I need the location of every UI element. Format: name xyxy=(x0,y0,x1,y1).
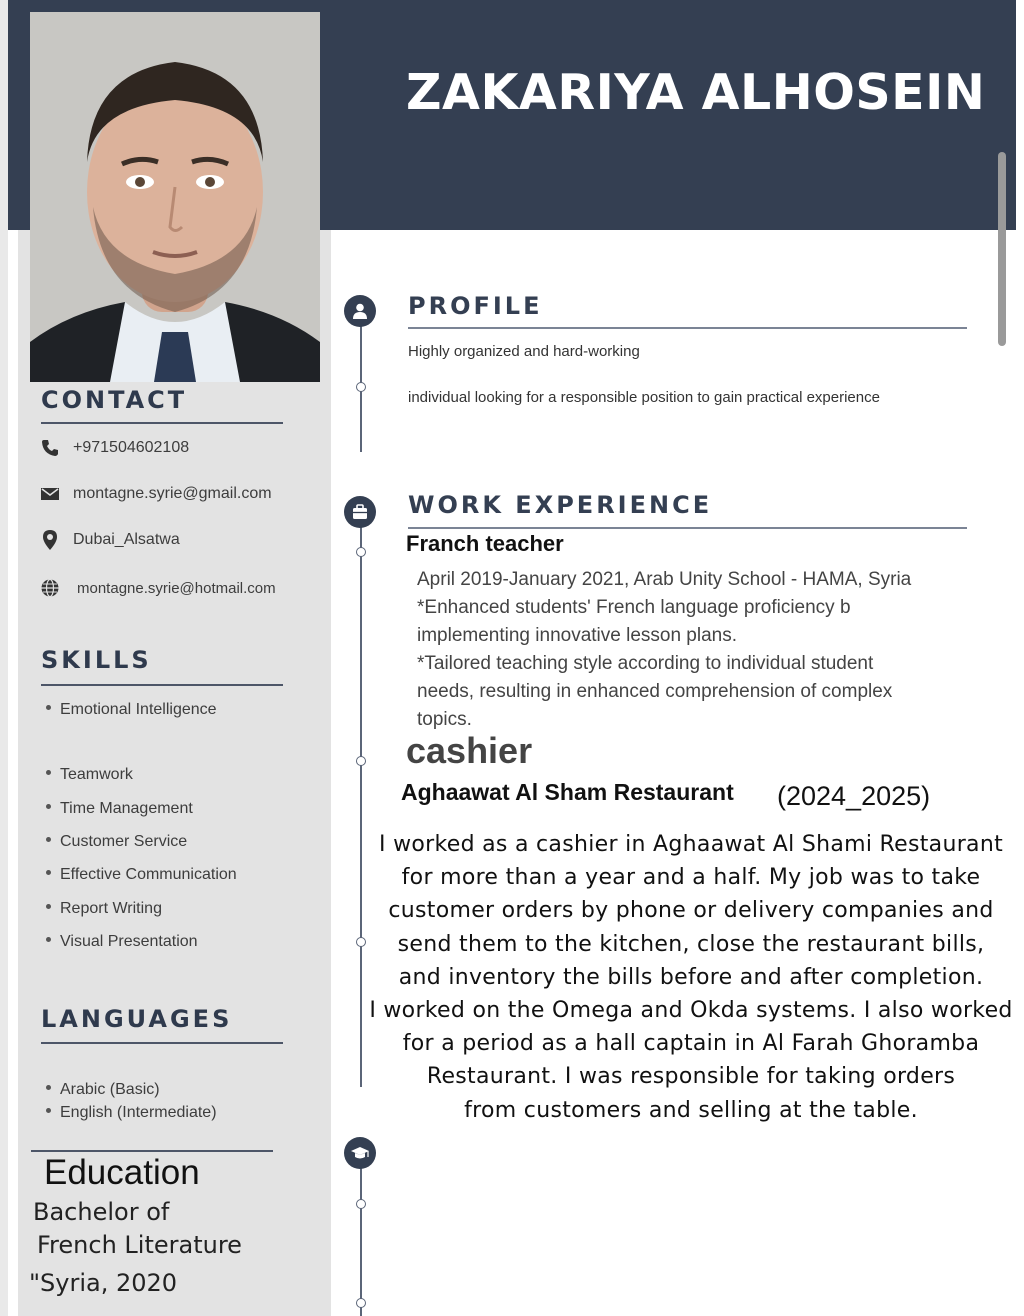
profile-divider xyxy=(408,327,967,329)
page-edge xyxy=(0,0,8,1316)
profile-line-2: individual looking for a responsible position to gain practical experience xyxy=(408,389,880,406)
skill-item: Teamwork xyxy=(46,766,133,784)
mail-icon xyxy=(40,484,60,504)
job2-title: cashier xyxy=(406,730,533,771)
language-item: English (Intermediate) xyxy=(46,1104,217,1122)
contact-website-text: montagne.syrie@hotmail.com xyxy=(77,579,276,597)
job2-desc-line: and inventory the bills before and after completion. xyxy=(398,964,984,990)
job2-desc-line: I worked as a cashier in Aghaawat Al Shami Restaurant xyxy=(379,832,1003,857)
timeline-dot xyxy=(356,756,366,766)
skill-item: Effective Communication xyxy=(46,866,237,884)
contact-location xyxy=(40,528,180,552)
work-node xyxy=(344,496,376,528)
contact-phone-text: +971504602108 xyxy=(73,439,190,456)
work-heading: WORK EXPERIENCE xyxy=(408,491,713,519)
briefcase-icon xyxy=(351,503,369,521)
contact-website[interactable] xyxy=(40,576,276,600)
languages-heading: LANGUAGES xyxy=(41,1005,233,1033)
contact-email-text: montagne.syrie@gmail.com xyxy=(73,485,272,502)
person-icon xyxy=(351,302,369,320)
timeline-dot xyxy=(356,1199,366,1209)
skill-item: Emotional Intelligence xyxy=(46,701,217,719)
profile-photo xyxy=(30,12,320,382)
skill-item: Customer Service xyxy=(46,833,187,851)
contact-phone[interactable] xyxy=(40,436,189,460)
languages-divider xyxy=(41,1042,283,1044)
skill-item: Time Management xyxy=(46,800,193,818)
job2-desc-line: Restaurant. I was responsible for taking orders xyxy=(426,1064,956,1090)
education-degree-line3: "Syria, 2020 xyxy=(29,1269,178,1297)
job2-years: (2024_2025) xyxy=(777,781,931,811)
phone-icon xyxy=(40,438,60,458)
job1-line: implementing innovative lesson plans. xyxy=(417,625,738,646)
timeline-dot xyxy=(356,382,366,392)
education-node xyxy=(344,1137,376,1169)
timeline-segment-education xyxy=(360,1160,362,1316)
education-degree-line1: Bachelor of xyxy=(33,1198,170,1226)
job2-desc-line: for a period as a hall captain in Al Farah Ghoramba xyxy=(402,1031,980,1057)
job2-employer: Aghaawat Al Sham Restaurant xyxy=(401,779,734,805)
scrollbar[interactable] xyxy=(998,152,1006,346)
timeline-dot xyxy=(356,547,366,557)
job1-title: Franch teacher xyxy=(406,531,564,556)
profile-heading: PROFILE xyxy=(408,292,543,320)
contact-divider xyxy=(41,422,283,424)
job1-line: April 2019-January 2021, Arab Unity School - HAMA, Syria xyxy=(417,569,912,590)
timeline-dot xyxy=(356,1298,366,1308)
job1-line: *Tailored teaching style according to individual student xyxy=(417,653,874,674)
job1-line: *Enhanced students' French language proficiency b xyxy=(417,597,851,618)
job2-desc-line: from customers and selling at the table. xyxy=(464,1097,918,1123)
graduation-cap-icon xyxy=(350,1144,370,1162)
contact-heading: CONTACT xyxy=(41,386,188,414)
contact-location-text: Dubai_Alsatwa xyxy=(73,531,180,548)
skill-item: Report Writing xyxy=(46,900,162,918)
candidate-name: ZAKARIYA ALHOSEIN xyxy=(406,64,986,121)
location-pin-icon xyxy=(40,529,60,551)
job2-desc-line: for more than a year and a half. My job was to take xyxy=(401,865,981,891)
skills-divider xyxy=(41,684,283,686)
job2-desc-line: send them to the kitchen, close the restaurant bills, xyxy=(397,931,985,957)
profile-line-1: Highly organized and hard-working xyxy=(408,343,640,360)
globe-icon xyxy=(40,578,60,598)
work-divider xyxy=(408,527,967,529)
contact-email[interactable] xyxy=(40,482,272,506)
job2-description xyxy=(362,828,1020,1127)
job2-desc-line: I worked on the Omega and Okda systems. I also worked xyxy=(369,998,1013,1024)
job1-line: needs, resulting in enhanced comprehension of complex xyxy=(417,681,893,702)
education-degree-line2: French Literature xyxy=(37,1231,242,1259)
portrait-illustration xyxy=(30,12,320,382)
language-item: Arabic (Basic) xyxy=(46,1081,160,1099)
skill-item: Visual Presentation xyxy=(46,933,198,951)
job1-line: topics. xyxy=(417,709,472,730)
education-heading: Education xyxy=(44,1153,200,1192)
profile-node xyxy=(344,295,376,327)
skills-heading: SKILLS xyxy=(41,646,152,674)
job2-desc-line: customer orders by phone or delivery companies and xyxy=(388,898,994,924)
education-divider xyxy=(31,1150,273,1152)
